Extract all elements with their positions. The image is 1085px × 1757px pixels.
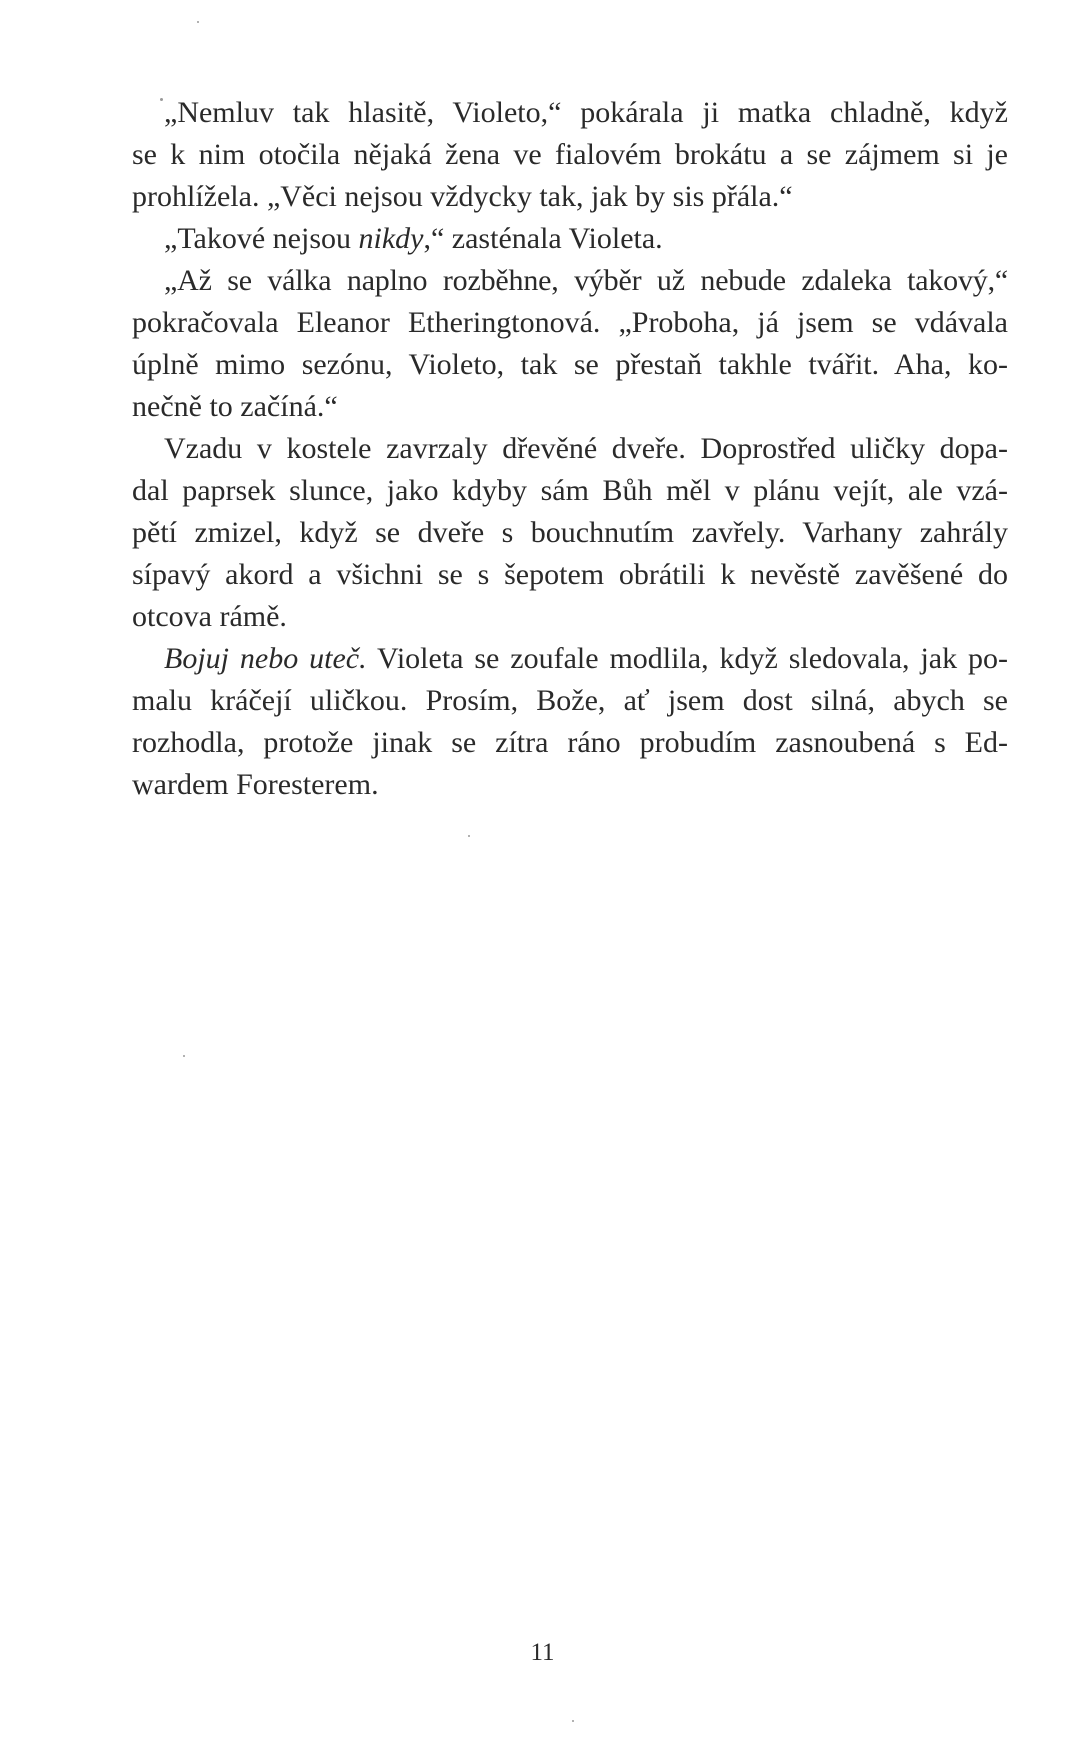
scan-speck: [183, 1055, 185, 1057]
text-line: dal paprsek slunce, jako kdyby sám Bůh měl v plánu vejít, ale vzá-: [132, 474, 1008, 507]
text-line: nečně to začíná.“: [132, 390, 338, 423]
text-line: pětí zmizel, když se dveře s bouchnutím zavřely. Varhany zahrály: [132, 516, 1008, 549]
emphasis: nikdy: [358, 222, 424, 255]
text-line: úplně mimo sezónu, Violeto, tak se přestaň takhle tvářit. Aha, ko-: [132, 348, 1008, 381]
text-line: rozhodla, protože jinak se zítra ráno probudím zasnoubená s Ed-: [132, 726, 1008, 759]
scan-speck: [468, 835, 470, 837]
text-line: wardem Foresterem.: [132, 768, 379, 801]
text-line: Vzadu v kostele zavrzaly dřevěné dveře. Doprostřed uličky dopa-: [164, 432, 1008, 465]
scan-speck: [197, 21, 199, 23]
text-line: se k nim otočila nějaká žena ve fialovém brokátu a se zájmem si je: [132, 138, 1008, 171]
scan-speck: [572, 1720, 574, 1722]
scan-speck: [160, 98, 163, 101]
text-line: Bojuj nebo uteč. Violeta se zoufale modlila, když sledovala, jak po-: [164, 642, 1009, 675]
text-line: sípavý akord a všichni se s šepotem obrátili k nevěstě zavěšené do: [132, 558, 1008, 591]
page-number: 11: [530, 1639, 555, 1666]
text-line: otcova rámě.: [132, 600, 287, 633]
text-line: pokračovala Eleanor Etheringtonová. „Proboha, já jsem se vdávala: [132, 306, 1008, 339]
text-line: „Nemluv tak hlasitě, Violeto,“ pokárala ji matka chladně, když: [164, 96, 1008, 129]
text-line: „Až se válka naplno rozběhne, výběr už nebude zdaleka takový,“: [164, 264, 1008, 297]
emphasis: Bojuj nebo uteč.: [164, 642, 367, 675]
body-text: [132, 92, 1008, 806]
text-line: malu kráčejí uličkou. Prosím, Bože, ať jsem dost silná, abych se: [132, 684, 1008, 717]
text-line: „Takové nejsou nikdy,“ zasténala Violeta.: [164, 222, 663, 255]
text-line: prohlížela. „Věci nejsou vždycky tak, jak by sis přála.“: [132, 180, 793, 213]
